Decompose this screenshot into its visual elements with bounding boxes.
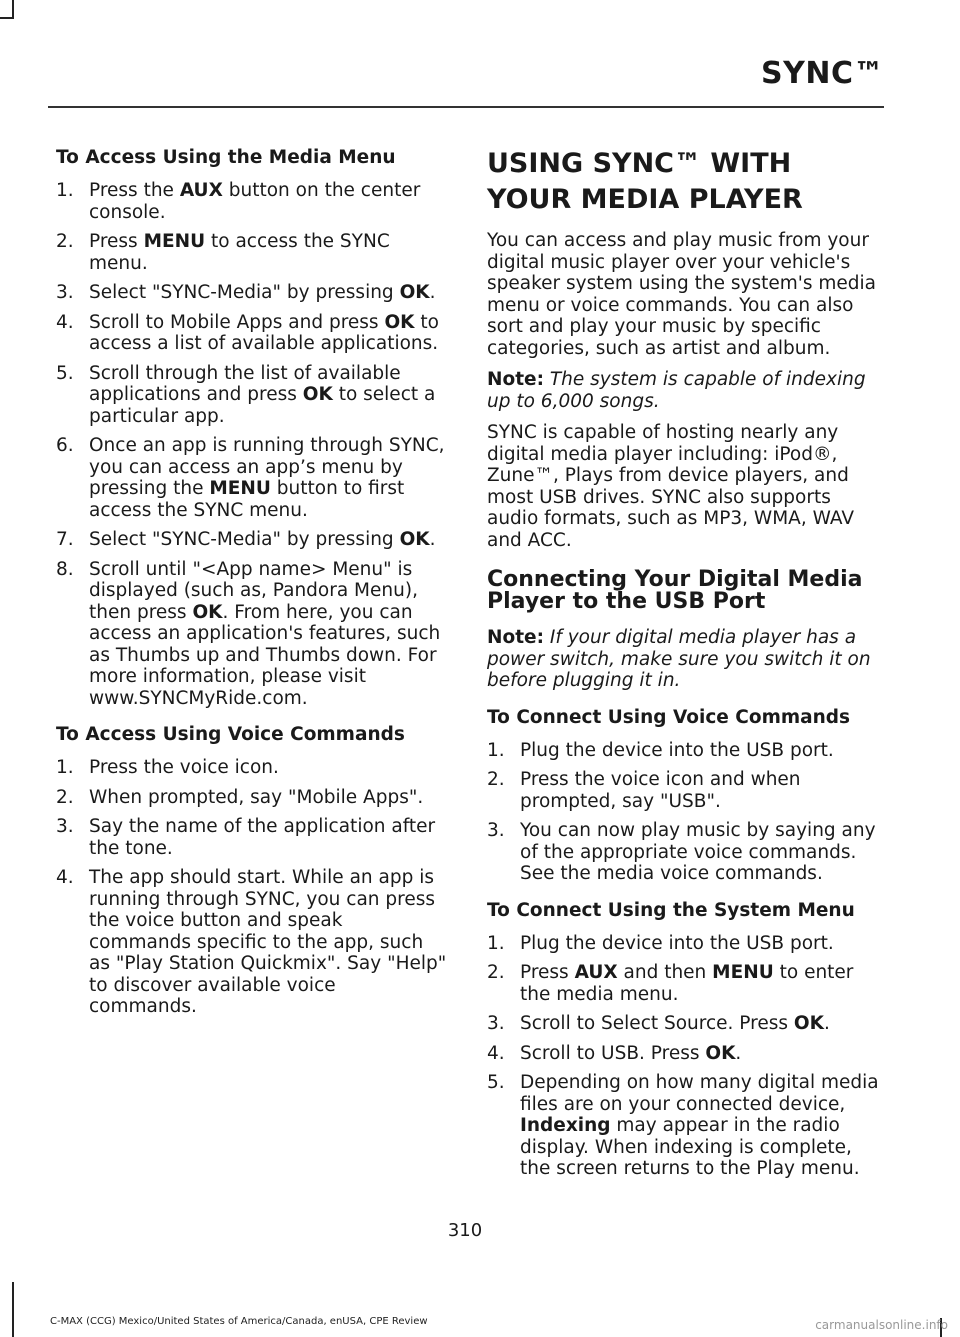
step-number: 1. xyxy=(56,180,74,201)
step-keyword: OK xyxy=(384,311,415,333)
step-text: Scroll through the list of available applications and press xyxy=(89,362,401,405)
right-column xyxy=(487,146,883,1192)
step-text: Select "SYNC-Media" by pressing xyxy=(89,529,400,550)
list-item xyxy=(56,312,448,355)
footer-text: C-MAX (CCG) Mexico/United States of America/Canada, enUSA, CPE Review xyxy=(50,1316,428,1327)
step-text: Select "SYNC-Media" by pressing xyxy=(89,282,400,303)
step-number: 5. xyxy=(487,1072,505,1093)
voice-commands-steps xyxy=(56,757,448,1018)
step-keyword: OK xyxy=(302,384,333,405)
list-item xyxy=(56,231,448,274)
usb-section-title: Connecting Your Digital Media Player to the USB Port xyxy=(487,567,863,614)
step-text: button on the center console. xyxy=(89,180,421,223)
list-item xyxy=(487,1072,883,1180)
list-item xyxy=(487,933,883,955)
list-item xyxy=(56,180,448,223)
section-title: USING SYNC™ WITH YOUR MEDIA PLAYER xyxy=(487,148,803,215)
intro-paragraph: You can access and play music from your digital music player over your vehicle's speaker system using the system's media menu or voice commands. You can also sort and play your music by specific categories, such as artist and album. xyxy=(487,230,876,359)
step-number: 2. xyxy=(56,231,74,252)
step-text: button to first access the SYNC menu. xyxy=(89,478,405,521)
step-text: You can now play music by saying any of the appropriate voice commands. See the media voice commands. xyxy=(520,820,876,884)
media-menu-steps xyxy=(56,180,448,709)
step-keyword: MENU xyxy=(712,962,774,983)
step-text: Once an app is running through SYNC, you can access an app’s menu by pressing the xyxy=(89,435,445,499)
step-number: 1. xyxy=(487,932,505,954)
note-text: The system is capable of indexing up to 6,000 songs. xyxy=(487,369,866,412)
list-item xyxy=(487,962,883,1005)
list-item xyxy=(487,769,883,812)
list-item xyxy=(56,282,448,304)
list-item xyxy=(56,363,448,428)
left-column xyxy=(56,146,448,1030)
step-text: Scroll to Mobile Apps and press xyxy=(89,311,385,333)
step-text: . xyxy=(735,1042,742,1064)
step-text: to enter the media menu. xyxy=(520,962,854,1005)
step-keyword: Indexing xyxy=(520,1115,611,1136)
step-text: Depending on how many digital media files are on your connected device, xyxy=(520,1072,879,1115)
connect-system-heading: To Connect Using the System Menu xyxy=(487,899,855,921)
step-number: 6. xyxy=(56,435,74,456)
list-item xyxy=(56,435,448,521)
step-number: 3. xyxy=(487,820,505,841)
header-title: SYNC™ xyxy=(761,56,884,91)
connect-voice-heading: To Connect Using Voice Commands xyxy=(487,706,851,728)
crop-mark-top-left xyxy=(12,0,14,18)
step-number: 2. xyxy=(487,962,505,983)
note-indexing xyxy=(487,369,883,412)
step-text: Scroll until "<App name> Menu" is displayed (such as, Pandora Menu), then press xyxy=(89,558,418,623)
step-text: Scroll to Select Source. Press xyxy=(520,1013,794,1034)
step-number: 3. xyxy=(56,282,74,303)
step-text: The app should start. While an app is running through SYNC, you can press the voice button and speak commands specific to the app, such as "Play Station Quickmix". Say "Help" to discover available voice commands. xyxy=(89,867,447,1017)
connect-system-steps xyxy=(487,933,883,1180)
crop-mark-bottom-left xyxy=(12,1282,14,1337)
step-text: . xyxy=(429,529,436,550)
list-item xyxy=(56,787,448,809)
step-text: Scroll to USB. Press xyxy=(520,1042,706,1064)
step-text: Plug the device into the USB port. xyxy=(520,739,834,761)
step-keyword: OK xyxy=(399,282,430,303)
step-keyword: AUX xyxy=(574,962,618,983)
list-item xyxy=(56,816,448,859)
step-text: . From here, you can access an application's features, such as Thumbs up and Thumbs down. For more information, please visit www.SYNCMyRide.com. xyxy=(89,601,441,709)
step-number: 4. xyxy=(487,1042,505,1064)
step-keyword: OK xyxy=(705,1042,736,1064)
step-text: Press xyxy=(89,231,144,252)
step-keyword: MENU xyxy=(209,478,271,499)
header-rule xyxy=(48,106,884,108)
step-number: 4. xyxy=(56,311,74,333)
step-keyword: MENU xyxy=(143,231,206,252)
note-text: If your digital media player has a power switch, make sure you switch it on before plugging it in. xyxy=(487,627,871,691)
watermark-site: carmanualsonline.info xyxy=(815,1318,948,1332)
list-item xyxy=(56,757,448,779)
step-number: 2. xyxy=(487,769,505,790)
step-text: to access a list of available applications. xyxy=(89,311,439,354)
step-number: 4. xyxy=(56,867,74,888)
step-text: Press xyxy=(520,962,575,983)
step-text: . xyxy=(823,1013,830,1034)
step-number: 3. xyxy=(487,1013,505,1034)
step-text: When prompted, say "Mobile Apps". xyxy=(89,786,424,808)
step-keyword: OK xyxy=(399,529,430,550)
step-text: to select a particular app. xyxy=(89,384,436,427)
step-text: and then xyxy=(617,962,713,983)
step-text: Press the voice icon and when prompted, say "USB". xyxy=(520,769,801,812)
step-text: . xyxy=(429,282,436,303)
step-keyword: AUX xyxy=(179,180,223,201)
connect-voice-steps xyxy=(487,740,883,885)
list-item xyxy=(56,529,448,551)
note-label: Note: xyxy=(487,369,544,390)
step-number: 1. xyxy=(56,757,74,778)
step-text: Press the xyxy=(89,180,180,201)
list-item xyxy=(56,559,448,710)
step-text: Say the name of the application after the tone. xyxy=(89,816,436,859)
step-text: Plug the device into the USB port. xyxy=(520,932,834,954)
step-number: 7. xyxy=(56,529,74,550)
list-item xyxy=(487,740,883,762)
list-item xyxy=(487,1043,883,1065)
media-menu-heading: To Access Using the Media Menu xyxy=(56,147,396,168)
step-text: to access the SYNC menu. xyxy=(89,231,390,274)
step-keyword: OK xyxy=(793,1013,824,1034)
step-keyword: OK xyxy=(192,601,223,623)
list-item xyxy=(487,820,883,885)
step-number: 8. xyxy=(56,558,74,580)
list-item xyxy=(56,867,448,1018)
voice-commands-heading: To Access Using Voice Commands xyxy=(56,724,405,745)
list-item xyxy=(487,1013,883,1035)
step-text: may appear in the radio display. When indexing is complete, the screen returns to the Play menu. xyxy=(520,1115,860,1179)
note-label: Note: xyxy=(487,627,544,648)
crop-mark-top-left-h xyxy=(0,17,14,19)
step-number: 5. xyxy=(56,362,74,384)
step-number: 2. xyxy=(56,786,74,808)
step-number: 1. xyxy=(487,739,505,761)
supported-players-paragraph: SYNC is capable of hosting nearly any digital media player including: iPod®, Zune™, Plays from device players, and most USB drives. SYNC also supports audio formats, such as MP3, WMA, WAV and ACC. xyxy=(487,422,854,551)
page-number: 310 xyxy=(447,1220,483,1241)
note-power-switch xyxy=(487,627,883,692)
step-text: Press the voice icon. xyxy=(89,757,279,778)
step-number: 3. xyxy=(56,816,74,837)
